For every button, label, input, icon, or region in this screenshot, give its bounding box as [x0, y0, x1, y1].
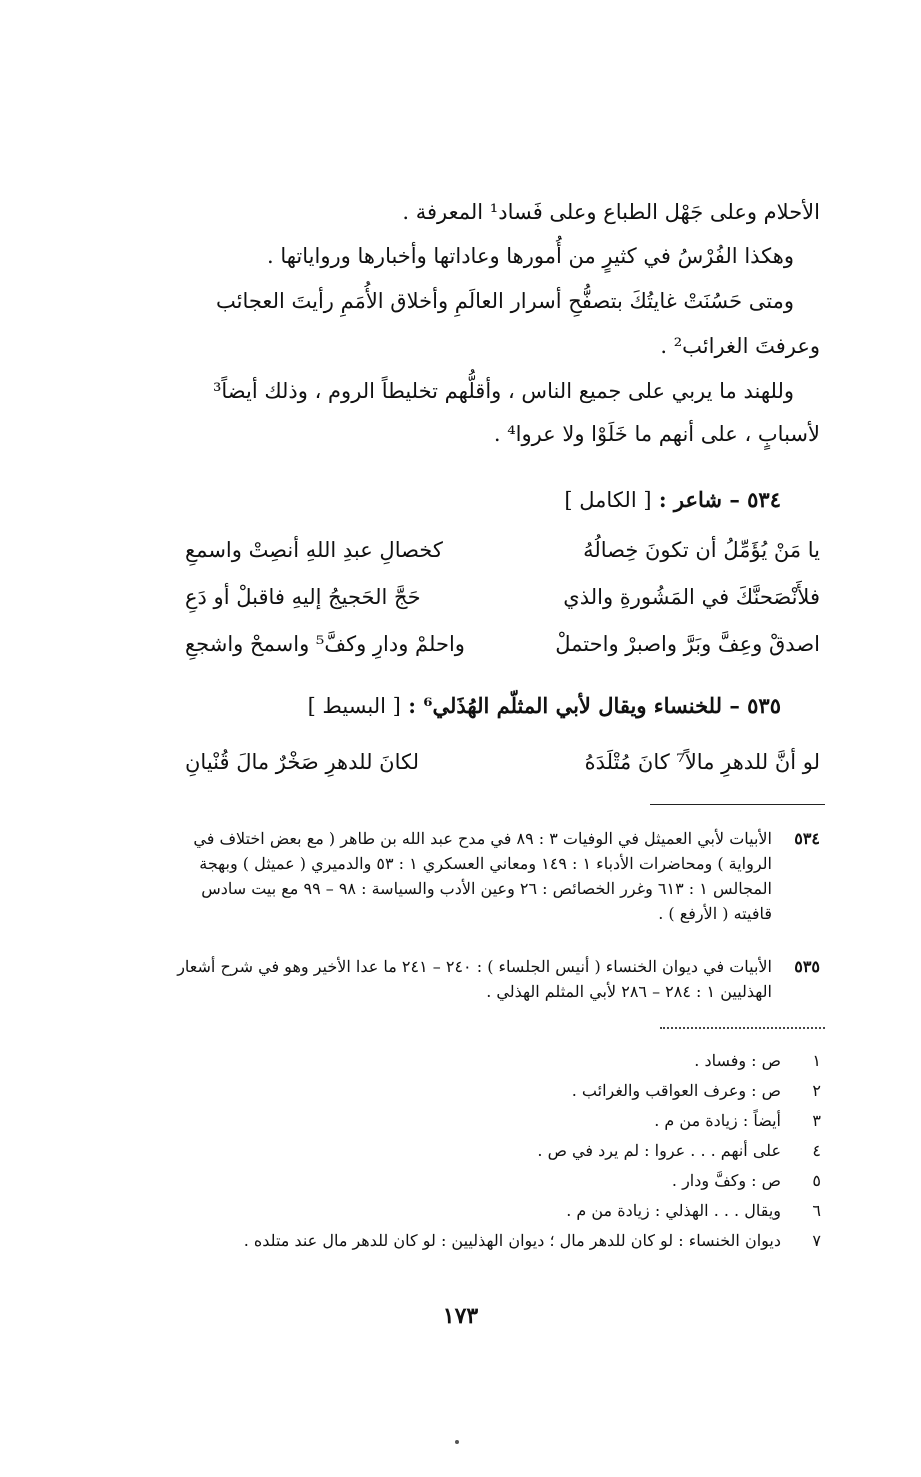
text-line: وللهند ما يربي على جميع الناس ، وأقلُّهم تخليطاً الروم ، وذلك أيضاً³ — [212, 379, 794, 403]
source-note-535 — [160, 954, 820, 1004]
source-number: ٥٣٤ — [794, 829, 820, 848]
note-number: ٣ — [812, 1111, 821, 1130]
first-hemistich: لو أنَّ للدهرِ مالاً⁷ كانَ مُتْلَدَهُ — [584, 750, 820, 774]
note-item — [244, 1106, 821, 1136]
note-number: ٤ — [812, 1141, 821, 1160]
note-number: ٢ — [812, 1081, 821, 1100]
poem-meter: [ الكامل ] — [564, 488, 652, 512]
note-item — [244, 1136, 821, 1166]
second-hemistich: كخصالِ عبدِ اللهِ أنصِتْ واسمعِ — [185, 538, 443, 562]
note-text: ديوان الخنساء : لو كان للدهر مال ؛ ديوان الهذليين : لو كان للدهر مال عند متلده . — [243, 1231, 781, 1250]
text-line: الأحلام وعلى جَهْل الطباع وعلى فَساد¹ المعرفة . — [402, 200, 820, 224]
note-text: أيضاً : زيادة من م . — [654, 1111, 781, 1130]
poem-number: ٥٣٥ — [747, 693, 781, 718]
first-hemistich: اصدقْ وعِفَّ وبَرَّ واصبرْ واحتملْ — [555, 632, 820, 656]
first-hemistich: يا مَنْ يُؤَمِّلُ أن تكونَ خِصالُهُ — [583, 538, 820, 562]
note-number: ١ — [812, 1051, 821, 1070]
note-text: ص : وكفَّ ودار . — [671, 1171, 781, 1190]
note-item — [244, 1076, 821, 1106]
note-text: على أنهم . . . عروا : لم يرد في ص . — [537, 1141, 781, 1160]
page-number: ١٧٣ — [442, 1303, 479, 1329]
footnote-divider — [650, 804, 825, 805]
text-line: ومتى حَسُنَتْ غايتُكَ بتصفُّحِ أسرار العالَمِ وأخلاق الأُمَمِ رأيتَ العجائب — [216, 289, 794, 313]
text-line: لأسبابٍ ، على أنهم ما خَلَوْا ولا عروا⁴ . — [493, 422, 820, 446]
note-item — [244, 1226, 821, 1256]
notes-divider — [660, 1027, 825, 1029]
verse — [185, 632, 820, 679]
variant-notes — [244, 1046, 821, 1256]
source-note-534 — [160, 826, 820, 926]
text-line: وهكذا الفُرْسُ في كثيرٍ من أُمورها وعاداتها وأخبارها ورواياتها . — [267, 244, 794, 268]
note-text: ص : وفساد . — [694, 1051, 781, 1070]
note-text: ص : وعرف العواقب والغرائب . — [571, 1081, 781, 1100]
text-line: وعرفتَ الغرائب² . — [660, 334, 820, 358]
poem-534-heading — [564, 487, 781, 512]
second-hemistich: حَجَّ الحَجيجُ إليهِ فاقبلْ أو دَعِ — [185, 585, 421, 609]
source-entry — [160, 954, 820, 1004]
verse — [185, 585, 820, 632]
second-hemistich: لكانَ للدهرِ صَخْرٌ مالَ قُنْيانِ — [185, 750, 419, 774]
paragraph-3 — [160, 285, 820, 362]
note-item — [244, 1166, 821, 1196]
note-number: ٥ — [812, 1171, 821, 1190]
source-text: الأبيات لأبي العميثل في الوفيات ٣ : ٨٩ في مدح عبد الله بن طاهر ( مع بعض اختلاف في الرواية ) ومحاضرات الأدباء ١ : ١٤٩ ومعاني العسكري ١ : ٥٣ والدميري ( عميثل ) وبهجة المجالس ١ : ٦١٣ وغرر الخصائص : ٢٦ وعين الأدب والسياسة : ٩٨ – ٩٩ مع بيت سادس قافيته ( الأرفع ) . — [193, 829, 772, 923]
poem-title: – شاعر : — [658, 487, 740, 512]
verse — [185, 750, 820, 797]
second-hemistich: واحلمْ ودارِ وكفَّ⁵ واسمحْ واشجعِ — [185, 632, 465, 656]
poem-number: ٥٣٤ — [747, 487, 781, 512]
source-number: ٥٣٥ — [794, 957, 820, 976]
paragraph-2 — [160, 240, 820, 272]
poem-meter: [ البسيط ] — [307, 694, 401, 718]
poem-535-verses — [185, 750, 820, 797]
source-entry — [160, 826, 820, 926]
verse — [185, 538, 820, 585]
note-number: ٦ — [812, 1201, 821, 1220]
poem-535-heading — [308, 693, 781, 718]
scan-speck — [455, 1440, 459, 1444]
poem-534-verses — [185, 538, 820, 679]
first-hemistich: فلأَنْصَحنَّكَ في المَشُورةِ والذي — [563, 585, 820, 609]
note-item — [244, 1196, 821, 1226]
note-item — [244, 1046, 821, 1076]
source-text: الأبيات في ديوان الخنساء ( أنيس الجلساء ) : ٢٤٠ – ٢٤١ ما عدا الأخير وهو في شرح أشعار الهذليين ١ : ٢٨٤ – ٢٨٦ لأبي المثلم الهذلي . — [177, 957, 772, 1001]
paragraph-4 — [160, 375, 820, 450]
paragraph-1 — [160, 196, 820, 228]
note-number: ٧ — [812, 1231, 821, 1250]
note-text: ويقال . . . الهذلي : زيادة من م . — [566, 1201, 781, 1220]
poem-title: – للخنساء ويقال لأبي المثلّم الهُذَلي⁶ : — [408, 693, 740, 718]
